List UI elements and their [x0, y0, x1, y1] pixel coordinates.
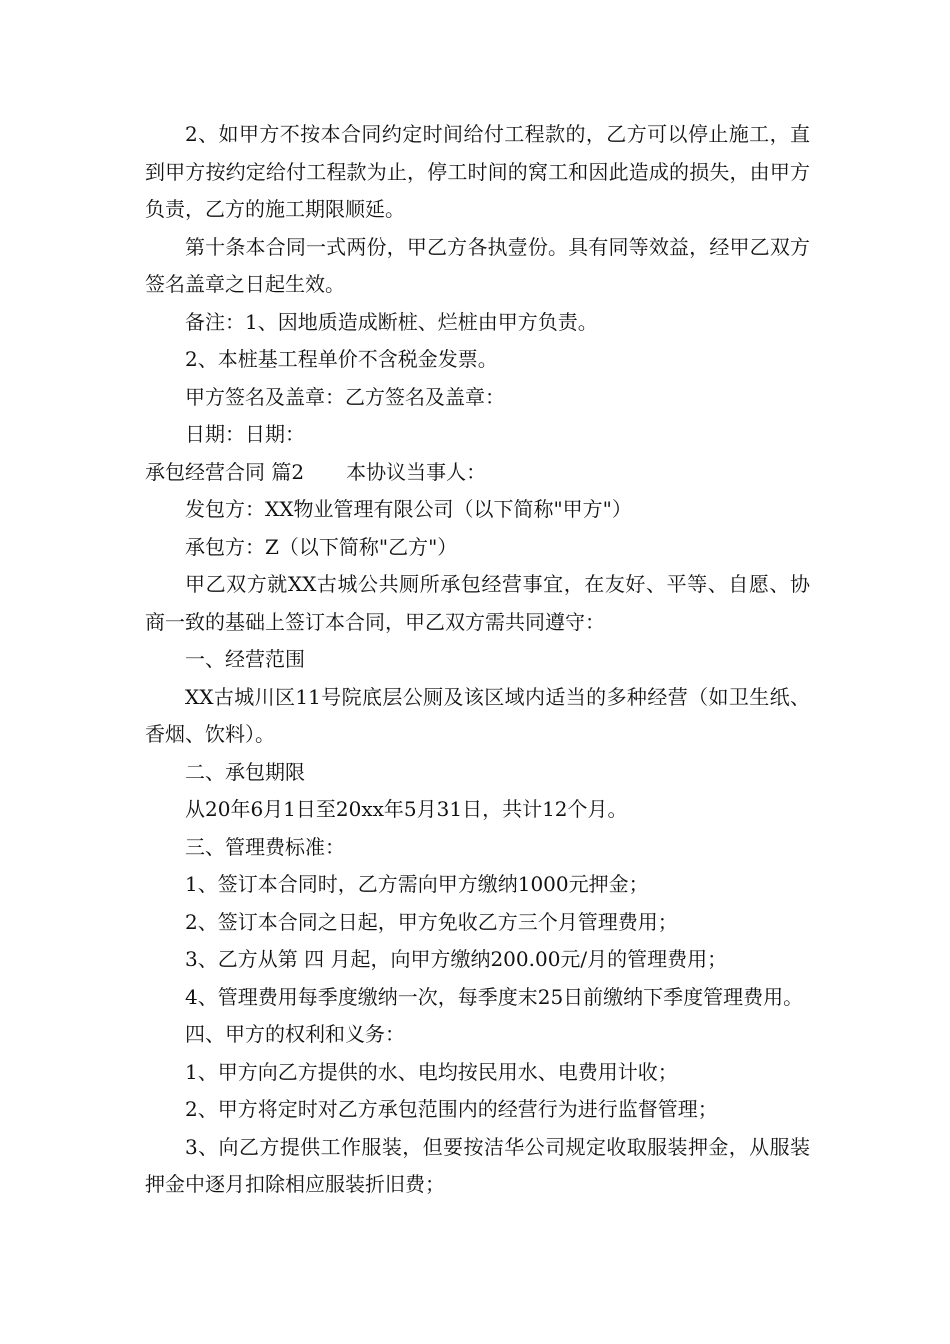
paragraph: 2、签订本合同之日起，甲方免收乙方三个月管理费用； [185, 909, 678, 934]
paragraph: 4、管理费用每季度缴纳一次，每季度末25日前缴纳下季度管理费用。 [185, 984, 804, 1009]
paragraph: 2、甲方将定时对乙方承包范围内的经营行为进行监督管理； [185, 1097, 718, 1121]
section-title: 承包经营合同 篇2 [145, 459, 305, 484]
paragraph: 备注：1、因地质造成断桩、烂桩由甲方负责。 [185, 309, 598, 334]
parties-label: 本协议当事人： [346, 459, 487, 484]
paragraph: 甲方签名及盖章：乙方签名及盖章： [185, 384, 505, 409]
paragraph: 三、管理费标准： [185, 834, 345, 859]
paragraph: 3、乙方从第 四 月起，向甲方缴纳200.00元/月的管理费用； [185, 947, 728, 971]
paragraph: 甲乙双方就XX古城公共厕所承包经营事宜，在友好、平等、自愿、协商一致的基础上签订本合同，甲乙双方需共同遵守： [145, 572, 810, 634]
paragraph: XX古城川区11号院底层公厕及该区域内适当的多种经营（如卫生纸、香烟、饮料）。 [145, 684, 810, 746]
paragraph: 1、签订本合同时，乙方需向甲方缴纳1000元押金； [185, 872, 649, 896]
paragraph: 从20年6月1日至20xx年5月31日，共计12个月。 [185, 797, 628, 821]
section-heading [145, 454, 810, 492]
paragraph: 四、甲方的权利和义务： [185, 1022, 405, 1046]
paragraph: 发包方：XX物业管理有限公司（以下简称"甲方"） [185, 497, 632, 521]
paragraph: 一、经营范围 [185, 647, 305, 671]
paragraph: 第十条本合同一式两份，甲乙方各执壹份。具有同等效益，经甲乙双方签名盖章之日起生效。 [145, 234, 810, 296]
paragraph: 3、向乙方提供工作服装，但要按洁华公司规定收取服装押金，从服装押金中逐月扣除相应服装折旧费； [145, 1134, 810, 1196]
paragraph: 承包方：Z（以下简称"乙方"） [185, 534, 458, 559]
paragraph: 1、甲方向乙方提供的水、电均按民用水、电费用计收； [185, 1059, 678, 1084]
paragraph: 日期：日期： [185, 422, 305, 446]
paragraph: 2、如甲方不按本合同约定时间给付工程款的，乙方可以停止施工，直到甲方按约定给付工程款为止，停工时间的窝工和因此造成的损失，由甲方负责，乙方的施工期限顺延。 [145, 122, 810, 221]
paragraph: 二、承包期限 [185, 759, 305, 784]
document-body [145, 116, 810, 1204]
paragraph: 2、本桩基工程单价不含税金发票。 [185, 347, 498, 371]
